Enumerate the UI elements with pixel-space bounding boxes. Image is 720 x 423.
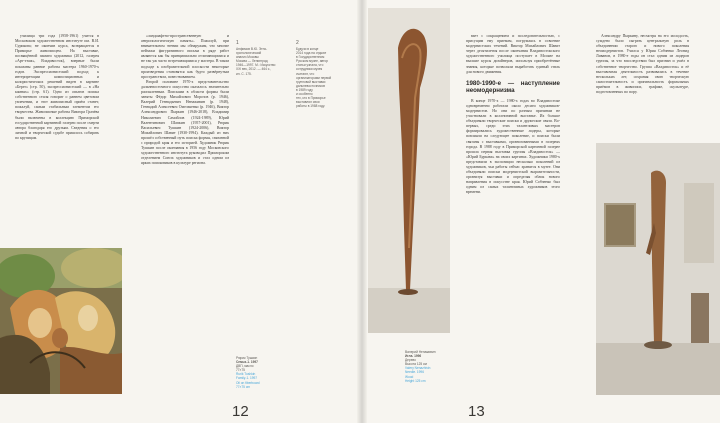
paragraph: «ландшафтно-пространственную и антропологическую память». Пожалуй, при внимательном чтении мы обнаружим, что многие пейзажи фигуративного письма в ряде работ являются как бы принципиально отличающимися и не так уж часто встречающимися у мастера. В таком подходе к изобразительной плоскости некоторые произведения становятся как будто развёрнутым пространством, повествованием.	[141, 34, 229, 79]
footnote-line: статьи узнала, что	[296, 63, 324, 68]
footnote-number: 2	[296, 40, 299, 46]
footnote-line: считают, что	[296, 71, 315, 76]
paragraph: В конце 1970-х — 1980-х годах во Владивостоке одновременно работали около десяти художников-модернистов. Но они по разным причинам не участвовали в коллективной выставке. Их больше объединяли творческие поиски и дружеские связи. Во-первых, среди этих талантливых мастеров формировались художественные лидеры, которые повлияли на следующее поколение, и поиски были связаны с выставками, организованными в галереях города. В 1988 году в Приморской картинной галерее прошла первая выставка группы «Владивосток» — «Юрий Бурка́ва» на своих картинах. Художники 1980-х представили в экспозиции несколько поколений из художников, чьи работы сейчас хранятся в музее. Они объединяли поиски модернистской выразительности, организуя выставки и определяя облик нового направления в искусстве края. Юрий Собченко был одним из самых талантливых художников этого времени.	[466, 98, 560, 195]
footnote-line: XXI век, 2012. — 464 с.,	[236, 67, 272, 72]
footnote-line: анализ Москвы	[236, 55, 259, 60]
page-number-right: 13	[468, 403, 485, 420]
caption-ru-line: 77×75	[236, 368, 245, 373]
paragraph: училища три года (1958-1961) учится в Московском художественном институте им. В.И. Сурикова; не окончив курса, возвращается в Приморье живописцем. На выставке, посвящённой памяти художника (2012, галерея «Арт-этаж», Владивосток), впервые были показаны ранние работы мастера 1960-1970-х годов. Экспрессионистский подход к интерпретации композиционных и колористических решений виден в картине «Берег» (стр. 50), экспрессионистский — в «На камнях» (стр. 61). Одно из опытов поиска собственного стиля говорит о раннем цветовом увлечении, и этот живописный приём станет, пожалуй, самым стабильным элементом его творчества. Живописные работы Виктора Грачёва были включены в коллекцию Приморской государственной картинной галереи после смерти автора благодаря его друзьям. Сведения о его личной и творческой судьбе пришлось собирать по крупицам.	[15, 34, 99, 140]
caption-ru-line: Семья-1. 1997	[236, 360, 258, 365]
caption-en-line: Valery Nenazhivin	[405, 366, 431, 371]
footnote-2	[296, 40, 346, 108]
caption-ru-line: Дерево	[405, 358, 416, 363]
sculpture-illustration	[368, 8, 450, 333]
section-heading: 1980-1990-е — наступление неомодернизма	[466, 79, 560, 95]
footnote-line: ил. С. 175.	[236, 71, 252, 76]
footnote-number: 1	[236, 40, 239, 46]
caption-painting-left	[236, 356, 296, 389]
footnote-line: групповой выставки	[296, 79, 326, 84]
footnote-line: в 1989 году	[296, 87, 313, 92]
footnote-line: 2014 года на отдыхе	[296, 51, 327, 56]
caption-en-line: Height 125 cm	[405, 378, 426, 383]
footnote-1	[236, 40, 280, 76]
footnote-line: хронологический	[236, 51, 262, 56]
footnote-line: и особенно	[296, 92, 313, 97]
footnote-line: тех, кто в Приморье	[296, 96, 326, 101]
footnote-line: работы в 1988 году.	[296, 104, 326, 109]
paragraph: Второй половине 1970-х представительство дальневосточного искусства оказалось значительно распыленным. Поисками в области формы были заняты Фёдор Михайлович Морозов (р. 1946), Валерий Геннадьевич Ненаживин (р. 1948), Геннадий Алексеевич Омельченко (р. 1946), Виктор Александрович Пыркин (1946-2018), Владимир Николаевич Самойлов (1924-1989), Юрий Валентинович Шапкин (1957-2001), Рюрик Васильевич Тушкин (1924-2006), Виктор Михайлович Шавит (1930-1994). Каждый из них прошёл собственный путь поиска формы, связанной с природой края и его историей. Художник Рюрик Тушкин после окончания в 1956 году Московского художественного института руководил Приморским отделением Союза художников и стал одним из ярких поисковиков в культуре региона.	[141, 79, 229, 166]
footnote-line: Анфимов В.Ю. Этно-	[236, 47, 268, 51]
caption-ru-line: Высота 125 см	[405, 362, 427, 367]
caption-en-line: Wood	[405, 374, 414, 379]
caption-ru-line: Игла. 1996	[405, 354, 422, 359]
right-page-text-column-1	[466, 34, 560, 410]
caption-ru-line: Рюрик Тушкин	[236, 356, 258, 360]
footnote-line: в Государственном	[296, 55, 325, 60]
left-page-text-column-2	[141, 34, 229, 410]
caption-ru-line: ДВП, масло	[236, 364, 254, 369]
footnote-line: выставлял свои	[296, 100, 320, 105]
footnote-line: Русском музее, автор	[296, 59, 329, 64]
caption-sculpture	[405, 350, 460, 383]
paragraph: вает с сокращением и последовательностью, с присущим ему приемам, погружаясь в освоение модернистских течений. Виктор Михайлович Шавит через десятилетия после окончания Владивостокского художественного училища поступает в Москве на высшие курсы дизайнеров, используя приобретённые знания, которые позволяли выработать единый стиль для нового движения.	[466, 34, 560, 74]
caption-en-line: 77×75 cm	[236, 384, 251, 389]
footnote-line: 1946—1997. М.: Искусство	[236, 63, 276, 68]
painting-illustration	[0, 248, 122, 394]
painting-family-tushkin	[0, 248, 122, 394]
footnote-line: сотрудники музея	[296, 67, 323, 72]
book-gutter	[357, 0, 367, 423]
footnote-line: дальневосточников	[296, 83, 325, 88]
left-page-text-column-1	[15, 34, 99, 242]
caption-ru-line: Валерий Ненаживин	[405, 350, 436, 354]
right-page-text-column-2	[596, 34, 689, 136]
caption-en-line: Rurik Tushkin	[236, 372, 256, 377]
footnote-line: Москва — Ленинград	[236, 59, 268, 64]
footnote-line: организаторами первой	[296, 75, 332, 80]
paragraph: Александру Пыркину, несмотря на его молодость, суждено было сыграть центральную роль в объединении старого и нового поколения неомодернистов. Учился у Юрия Собченко Леонид Ливанов, в 1980-е годы он стал одним из лидеров группы, за что впоследствии был признан и ушёл в собственное творчество. Группа «Владивосток» и её выставочная деятельность развивались в течение нескольких лет, сохраняя свою творческую самостоятельность и оригинальность формальных приёмов в живописи, графике, скульптуре, подготовленных по пору.	[596, 34, 689, 95]
gallery-illustration	[596, 143, 720, 395]
page-number-left: 12	[232, 403, 249, 420]
footnote-line: Будучи в конце	[296, 47, 319, 51]
sculpture-needle-nenazhivin	[368, 8, 450, 333]
caption-en-line: Family-1. 1997	[236, 376, 258, 381]
caption-en-line: Needle. 1996	[405, 370, 424, 375]
caption-en-line: Oil on fiberboard	[236, 380, 260, 385]
gallery-installation-photo	[596, 143, 720, 395]
